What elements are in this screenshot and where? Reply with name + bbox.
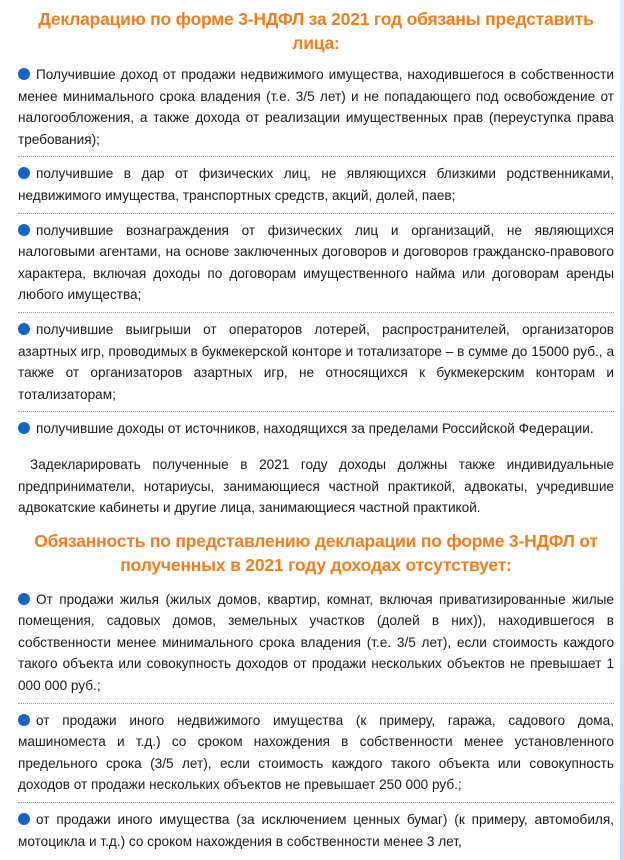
heading-obliged: Декларацию по форме 3-НДФЛ за 2021 год обязаны представить лица: bbox=[38, 9, 594, 53]
list-item-text: получившие доходы от источников, находящихся за пределами Российской Федерации. bbox=[36, 421, 594, 437]
paragraph-entrepreneurs: Задекларировать полученные в 2021 году доходы должны также индивидуальные предприниматели, нотариусы, занимающиеся частной практикой, адвокаты, учредившие адвокатские кабинеты и другие лица, занимающиеся частной практикой. bbox=[18, 456, 614, 516]
list-item-text: получившие выигрыши от операторов лотерей, распространителей, организаторов азартных игр, проводимых в букмекерской конторе и тотализаторе – в сумме до 15000 руб., а также от организаторов азартных игр, не относящихся к букмекерским конторам и тотализаторам; bbox=[18, 321, 614, 402]
list-item-text: от продажи иного имущества (за исключением ценных бумаг) (к примеру, автомобиля, мотоцикла и т.д.) со сроком нахождения в собственности менее 3 лет, bbox=[18, 812, 614, 849]
bullet-icon bbox=[18, 593, 30, 605]
bullet-icon bbox=[18, 167, 30, 179]
bullet-icon bbox=[18, 68, 30, 80]
heading-exempt: Обязанность по представлению декларации по форме 3-НДФЛ от полученных в 2021 году доходах отсутствует: bbox=[34, 530, 598, 575]
bullet-icon bbox=[18, 422, 30, 434]
divider bbox=[18, 213, 614, 214]
obliged-list bbox=[18, 64, 614, 446]
list-item-text: получившие вознаграждения от физических лиц и организаций, не являющихся налоговыми агентами, на основе заключенных договоров и договоров гражданско-правового характера, включая доходы по договорам имущественного найма или договорам аренды любого имущества; bbox=[18, 222, 614, 303]
list-item bbox=[18, 319, 614, 411]
list-item bbox=[18, 220, 614, 312]
list-item-text: Получившие доход от продажи недвижимого имущества, находившегося в собственности менее минимального срока владения (т.е. 3/5 лет) и не попадающего под освобождение от налогообложения, а также дохода от реализации имущественных прав (переуступка права требования); bbox=[18, 67, 614, 147]
divider bbox=[18, 312, 614, 313]
bullet-icon bbox=[18, 323, 30, 335]
list-item bbox=[18, 710, 614, 802]
divider bbox=[18, 156, 614, 157]
list-item bbox=[18, 64, 614, 156]
bullet-icon bbox=[18, 224, 30, 236]
list-item-text: От продажи жилья (жилых домов, квартир, комнат, включая приватизированные жилые помещения, садовых домов, земельных участков (долей в них)), находившегося в собственности менее минимального срока владения (т.е. 3/5 лет), если стоимость каждого такого объекта или совокупность доходов от продажи нескольких объектов не превышает 1 000 000 руб.; bbox=[18, 591, 614, 694]
divider bbox=[18, 411, 614, 412]
edge-stripe bbox=[620, 0, 624, 860]
list-item-text: от продажи иного недвижимого имущества (к примеру, гаража, садового дома, машиноместа и т.д.) со сроком нахождения в собственности менее установленного предельного срока (3/5 лет), если стоимость каждого такого объекта или совокупность доходов от продажи нескольких объектов не превышает 250 000 руб.; bbox=[18, 712, 614, 793]
bullet-icon bbox=[18, 714, 30, 726]
exempt-list bbox=[18, 589, 614, 859]
list-item bbox=[18, 589, 614, 703]
divider bbox=[18, 703, 614, 704]
list-item-text: получившие в дар от физических лиц, не являющихся близкими родственниками, недвижимого имущества, транспортных средств, акций, долей, паев; bbox=[18, 166, 614, 203]
list-item bbox=[18, 809, 614, 858]
list-item bbox=[18, 418, 614, 446]
divider bbox=[18, 802, 614, 803]
bullet-icon bbox=[18, 813, 30, 825]
list-item bbox=[18, 163, 614, 212]
